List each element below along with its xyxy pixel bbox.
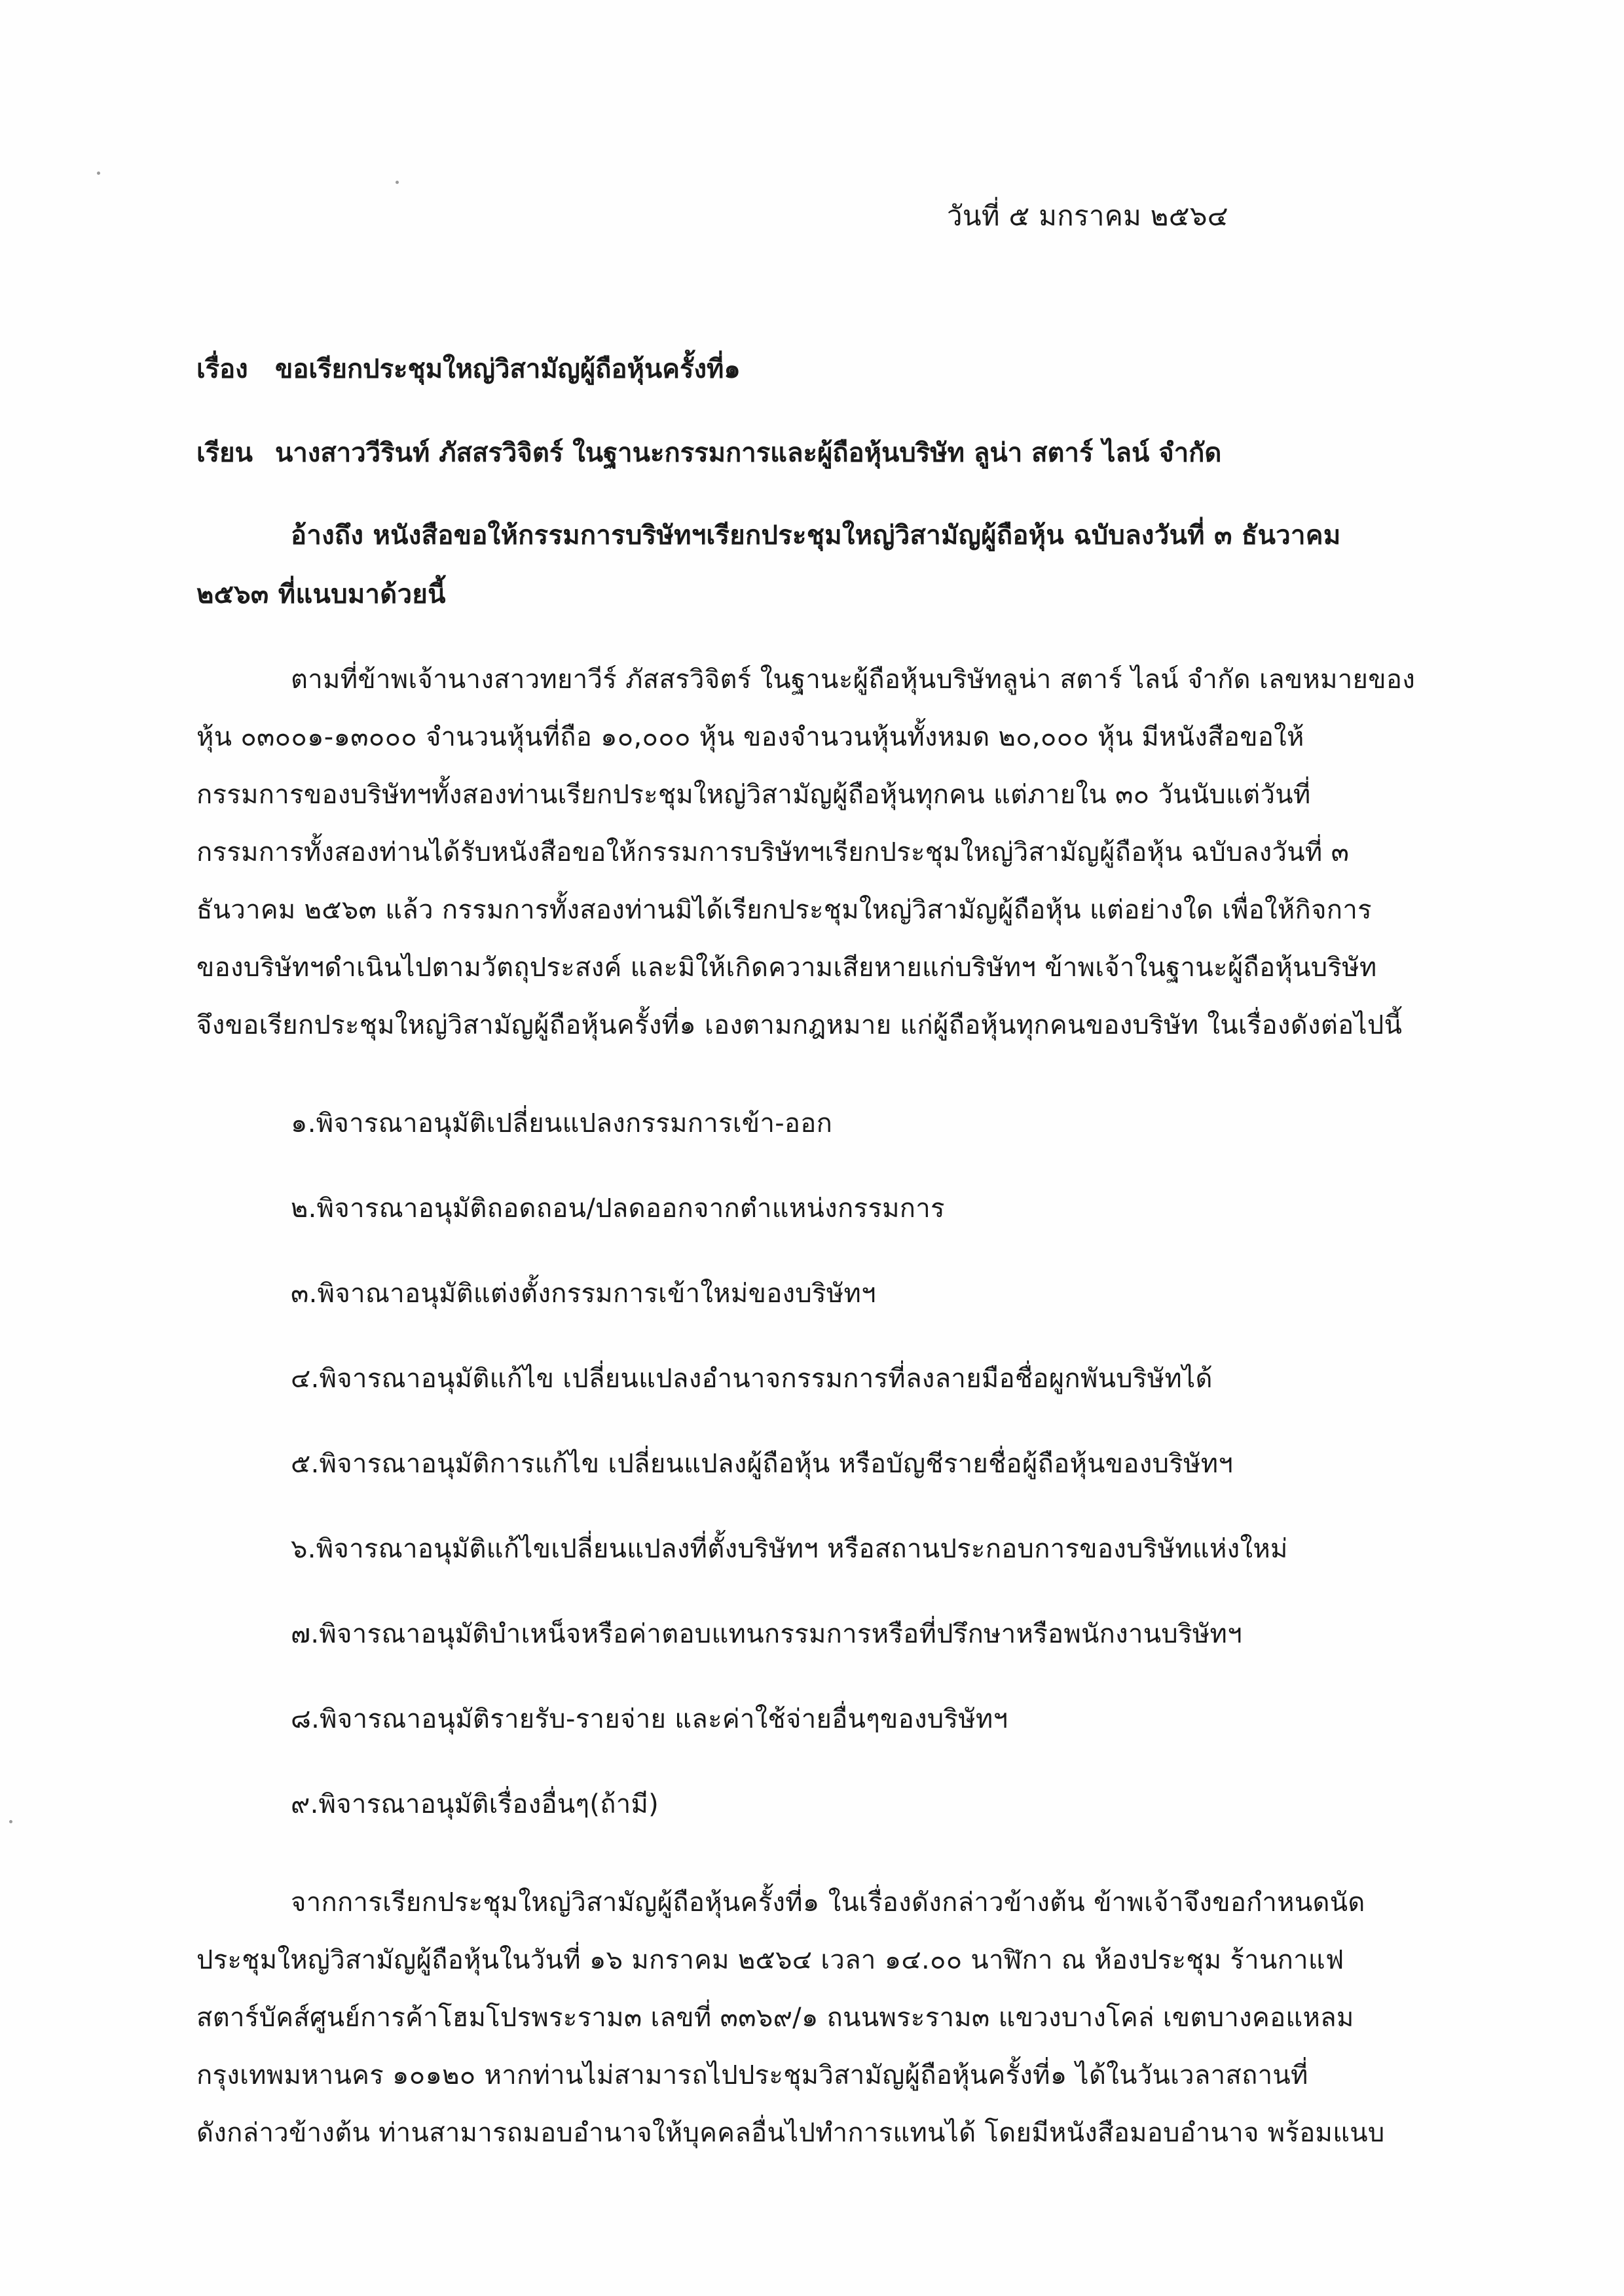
reference-line: ๒๕๖๓ ที่แนบมาด้วยนี้ — [196, 579, 446, 610]
recipient-text: นางสาววีรินท์ ภัสสรวิจิตร์ ในฐานะกรรมการและผู้ถือหุ้นบริษัท ลูน่า สตาร์ ไลน์ จำกัด — [275, 438, 1222, 468]
agenda-item: ๙.พิจารณาอนุมัติเรื่องอื่นๆ(ถ้ามี) — [291, 1789, 659, 1819]
body-paragraph-line: หุ้น ๐๓๐๐๑-๑๓๐๐๐ จำนวนหุ้นที่ถือ ๑๐,๐๐๐ หุ้น ของจำนวนหุ้นทั้งหมด ๒๐,๐๐๐ หุ้น มีหนังสือขอให้ — [196, 722, 1304, 752]
subject-label: เรื่อง — [196, 354, 248, 384]
body-paragraph-line: ตามที่ข้าพเจ้านางสาวทยาวีร์ ภัสสรวิจิตร์ ในฐานะผู้ถือหุ้นบริษัทลูน่า สตาร์ ไลน์ จำกัด เลขหมายของ — [291, 665, 1416, 695]
agenda-item: ๑.พิจารณาอนุมัติเปลี่ยนแปลงกรรมการเข้า-ออก — [291, 1108, 833, 1139]
subject-text: ขอเรียกประชุมใหญ่วิสามัญผู้ถือหุ้นครั้งที่๑ — [275, 354, 741, 384]
closing-paragraph-line: ดังกล่าวข้างต้น ท่านสามารถมอบอำนาจให้บุคคลอื่นไปทำการแทนได้ โดยมีหนังสือมอบอำนาจ พร้อมแนบ — [196, 2118, 1385, 2148]
agenda-item: ๔.พิจารณาอนุมัติแก้ไข เปลี่ยนแปลงอำนาจกรรมการที่ลงลายมือชื่อผูกพันบริษัทได้ — [291, 1364, 1213, 1394]
reference-line: อ้างถึง หนังสือขอให้กรรมการบริษัทฯเรียกประชุมใหญ่วิสามัญผู้ถือหุ้น ฉบับลงวันที่ ๓ ธันวาคม — [291, 520, 1341, 551]
closing-paragraph-line: ประชุมใหญ่วิสามัญผู้ถือหุ้นในวันที่ ๑๖ มกราคม ๒๕๖๔ เวลา ๑๔.๐๐ นาฬิกา ณ ห้องประชุม ร้านกาแฟ — [196, 1945, 1344, 1975]
body-paragraph-line: ของบริษัทฯดำเนินไปตามวัตถุประสงค์ และมิให้เกิดความเสียหายแก่บริษัทฯ ข้าพเจ้าในฐานะผู้ถือหุ้นบริษัท — [196, 953, 1377, 983]
recipient-row — [196, 435, 1221, 471]
closing-paragraph-line: จากการเรียกประชุมใหญ่วิสามัญผู้ถือหุ้นครั้งที่๑ ในเรื่องดังกล่าวข้างต้น ข้าพเจ้าจึงขอกำหนดนัด — [291, 1887, 1365, 1918]
agenda-item: ๗.พิจารณาอนุมัติบำเหน็จหรือค่าตอบแทนกรรมการหรือที่ปรึกษาหรือพนักงานบริษัทฯ — [291, 1619, 1242, 1649]
agenda-item: ๖.พิจารณาอนุมัติแก้ไขเปลี่ยนแปลงที่ตั้งบริษัทฯ หรือสถานประกอบการของบริษัทแห่งใหม่ — [291, 1534, 1288, 1564]
agenda-item: ๘.พิจารณาอนุมัติรายรับ-รายจ่าย และค่าใช้จ่ายอื่นๆของบริษัทฯ — [291, 1704, 1008, 1734]
scan-speck — [396, 181, 399, 184]
agenda-item: ๒.พิจารณาอนุมัติถอดถอน/ปลดออกจากตำแหน่งกรรมการ — [291, 1194, 945, 1224]
body-paragraph-line: กรรมการทั้งสองท่านได้รับหนังสือขอให้กรรมการบริษัทฯเรียกประชุมใหญ่วิสามัญผู้ถือหุ้น ฉบับลงวันที่ ๓ — [196, 837, 1350, 867]
recipient-label: เรียน — [196, 438, 253, 468]
agenda-item: ๕.พิจารณาอนุมัติการแก้ไข เปลี่ยนแปลงผู้ถือหุ้น หรือบัญชีรายชื่อผู้ถือหุ้นของบริษัทฯ — [291, 1449, 1234, 1479]
closing-paragraph-line: สตาร์บัคส์ศูนย์การค้าโฮมโปรพระราม๓ เลขที่ ๓๓๖๙/๑ ถนนพระราม๓ แขวงบางโคล่ เขตบางคอแหลม — [196, 2003, 1354, 2033]
scan-speck — [97, 172, 100, 175]
scan-speck — [9, 1820, 12, 1823]
closing-paragraph-line: กรุงเทพมหานคร ๑๐๑๒๐ หากท่านไม่สามารถไปประชุมวิสามัญผู้ถือหุ้นครั้งที่๑ ได้ในวันเวลาสถานที่ — [196, 2060, 1308, 2090]
body-paragraph-line: จึงขอเรียกประชุมใหญ่วิสามัญผู้ถือหุ้นครั้งที่๑ เองตามกฎหมาย แก่ผู้ถือหุ้นทุกคนของบริษัท ในเรื่องดังต่อไปนี้ — [196, 1010, 1403, 1040]
subject-row — [196, 351, 741, 388]
agenda-item: ๓.พิจาณาอนุมัติแต่งตั้งกรรมการเข้าใหม่ของบริษัทฯ — [291, 1279, 876, 1309]
letter-date: วันที่ ๕ มกราคม ๒๕๖๔ — [947, 200, 1228, 232]
body-paragraph-line: ธันวาคม ๒๕๖๓ แล้ว กรรมการทั้งสองท่านมิได้เรียกประชุมใหญ่วิสามัญผู้ถือหุ้น แต่อย่างใด เพื่อให้กิจการ — [196, 895, 1372, 925]
body-paragraph-line: กรรมการของบริษัทฯทั้งสองท่านเรียกประชุมใหญ่วิสามัญผู้ถือหุ้นทุกคน แต่ภายใน ๓๐ วันนับแต่วันที่ — [196, 780, 1311, 810]
